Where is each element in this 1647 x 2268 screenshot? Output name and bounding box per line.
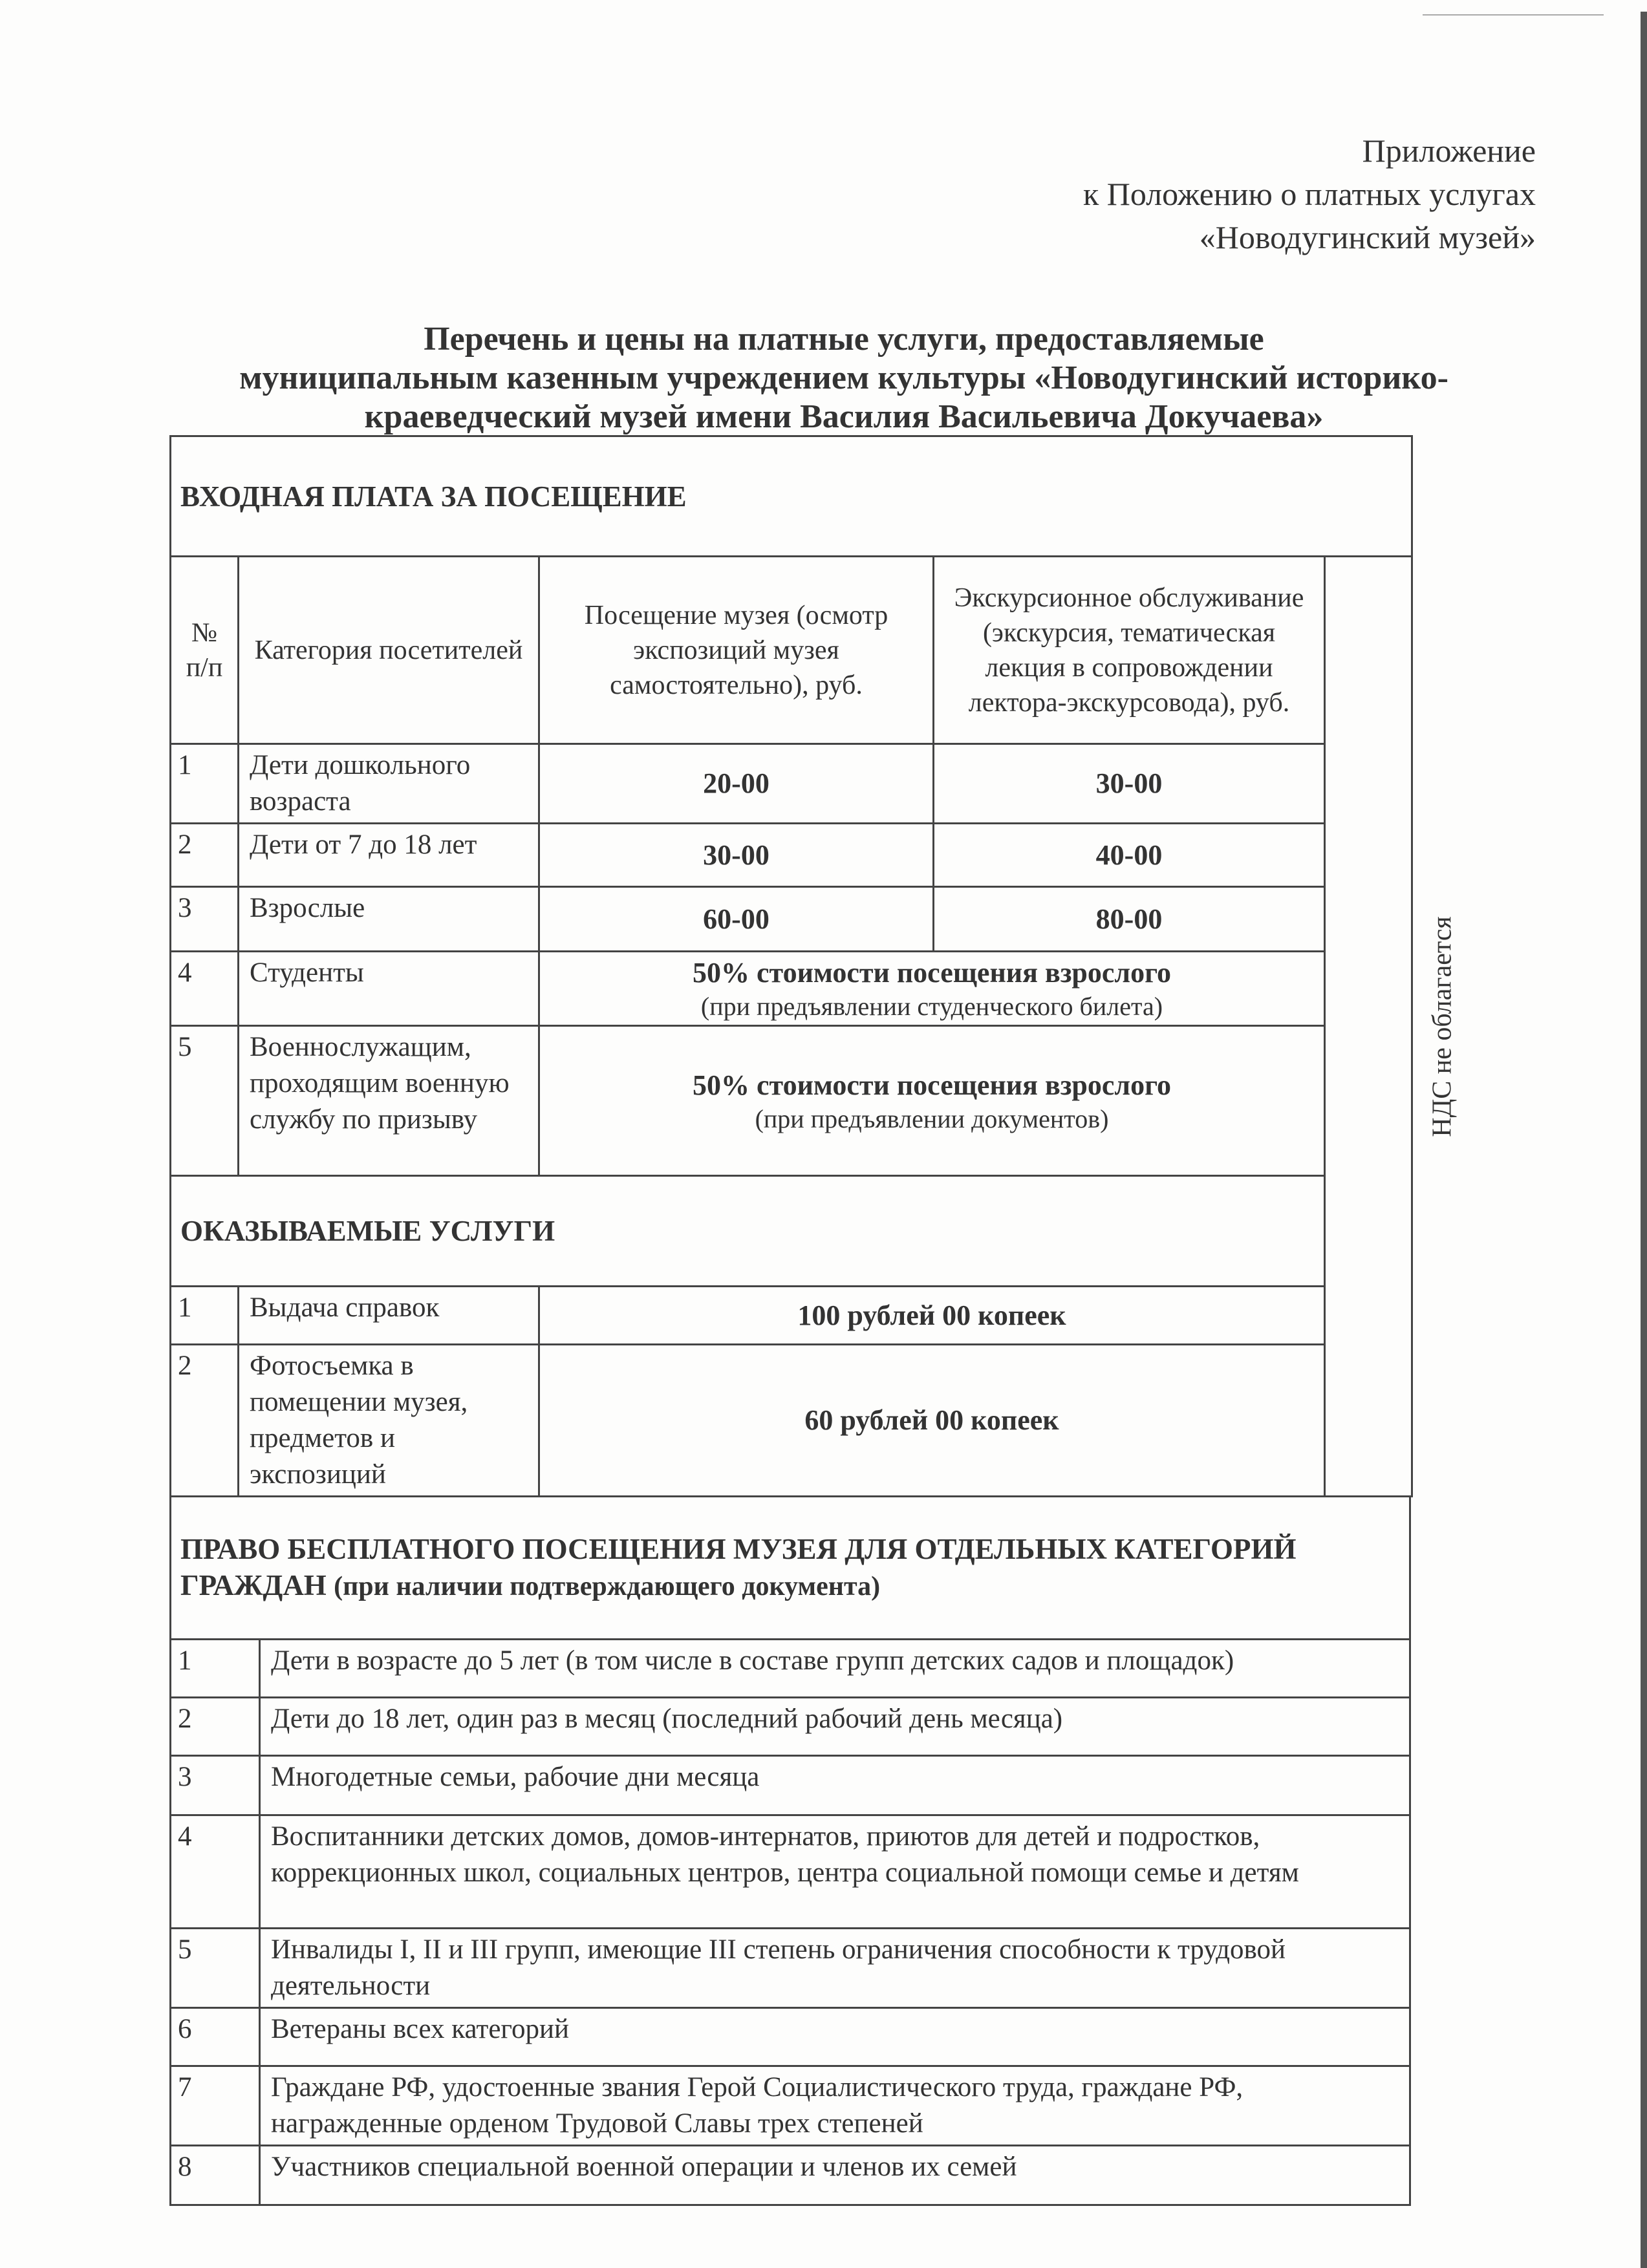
table-row bbox=[171, 744, 1412, 824]
table-row bbox=[171, 2008, 1410, 2066]
table-row bbox=[171, 887, 1412, 952]
free-num: 4 bbox=[171, 1815, 260, 1929]
row-category: Дети от 7 до 18 лет bbox=[239, 824, 539, 887]
header-category: Категория посетителей bbox=[239, 557, 539, 744]
table-row bbox=[171, 1756, 1410, 1815]
free-num: 5 bbox=[171, 1929, 260, 2008]
scan-artifact bbox=[1423, 14, 1604, 16]
document-title bbox=[149, 320, 1539, 436]
section-entrance-title: ВХОДНАЯ ПЛАТА ЗА ПОСЕЩЕНИЕ bbox=[171, 436, 1412, 557]
table-row bbox=[171, 1640, 1410, 1698]
header-self-visit: Посещение музея (осмотр экспозиций музея самостоятельно), руб. bbox=[539, 557, 934, 744]
free-category: Инвалиды I, II и III групп, имеющие III степень ограничения способности к трудовой деятельности bbox=[260, 1929, 1410, 2008]
table-row bbox=[171, 2146, 1410, 2205]
row-discount-price bbox=[539, 952, 1325, 1026]
free-category: Участников специальной военной операции и членов их семей bbox=[260, 2146, 1410, 2205]
row-num: 3 bbox=[171, 887, 239, 952]
free-num: 2 bbox=[171, 1698, 260, 1756]
service-num: 1 bbox=[171, 1287, 239, 1345]
free-title: ПРАВО БЕСПЛАТНОГО ПОСЕЩЕНИЯ МУЗЕЯ ДЛЯ ОТДЕЛЬНЫХ КАТЕГОРИЙ ГРАЖДАН bbox=[180, 1533, 1297, 1601]
discount-note: (при предъявлении документов) bbox=[755, 1104, 1109, 1133]
appendix-line-2: к Положению о платных услугах bbox=[1082, 176, 1536, 212]
service-name: Фотосъемка в помещении музея, предметов и экспозиций bbox=[239, 1345, 539, 1497]
title-line-3: краеведческий музей имени Василия Васильевича Докучаева» bbox=[364, 398, 1324, 435]
free-num: 8 bbox=[171, 2146, 260, 2205]
header-guided: Экскурсионное обслуживание (экскурсия, тематическая лекция в сопровождении лектора-экскурсовода), руб. bbox=[934, 557, 1325, 744]
free-category: Воспитанники детских домов, домов-интернатов, приютов для детей и подростков, коррекционных школ, социальных центров, центра социальной помощи семье и детям bbox=[260, 1815, 1410, 1929]
row-self-visit-price: 60-00 bbox=[539, 887, 934, 952]
table-row bbox=[171, 1345, 1412, 1497]
scan-edge bbox=[1641, 12, 1647, 2268]
row-self-visit-price: 20-00 bbox=[539, 744, 934, 824]
row-num: 4 bbox=[171, 952, 239, 1026]
free-category: Дети до 18 лет, один раз в месяц (последний рабочий день месяца) bbox=[260, 1698, 1410, 1756]
price-table bbox=[169, 435, 1458, 2206]
section-services-title: ОКАЗЫВАЕМЫЕ УСЛУГИ bbox=[171, 1176, 1325, 1287]
service-price: 60 рублей 00 копеек bbox=[539, 1345, 1325, 1497]
appendix-line-3: «Новодугинский музей» bbox=[1199, 219, 1536, 255]
free-category: Многодетные семьи, рабочие дни месяца bbox=[260, 1756, 1410, 1815]
table-row bbox=[171, 1929, 1410, 2008]
service-price: 100 рублей 00 копеек bbox=[539, 1287, 1325, 1345]
free-category: Граждане РФ, удостоенные звания Герой Социалистического труда, граждане РФ, награжденные орденом Трудовой Славы трех степеней bbox=[260, 2066, 1410, 2146]
table-row bbox=[171, 1815, 1410, 1929]
table-row bbox=[171, 1026, 1412, 1176]
discount-text: 50% стоимости посещения взрослого bbox=[693, 1069, 1171, 1101]
discount-note: (при предъявлении студенческого билета) bbox=[700, 992, 1163, 1021]
free-num: 3 bbox=[171, 1756, 260, 1815]
service-name: Выдача справок bbox=[239, 1287, 539, 1345]
free-num: 7 bbox=[171, 2066, 260, 2146]
row-num: 5 bbox=[171, 1026, 239, 1176]
free-subtitle: (при наличии подтверждающего документа) bbox=[334, 1572, 881, 1601]
row-category: Дети дошкольного возраста bbox=[239, 744, 539, 824]
row-category: Взрослые bbox=[239, 887, 539, 952]
row-guided-price: 40-00 bbox=[934, 824, 1325, 887]
free-category: Дети в возрасте до 5 лет (в том числе в составе групп детских садов и площадок) bbox=[260, 1640, 1410, 1698]
discount-text: 50% стоимости посещения взрослого bbox=[693, 957, 1171, 989]
appendix-note bbox=[1083, 129, 1536, 259]
service-num: 2 bbox=[171, 1345, 239, 1497]
row-guided-price: 80-00 bbox=[934, 887, 1325, 952]
table-row bbox=[171, 1287, 1412, 1345]
appendix-line-1: Приложение bbox=[1362, 133, 1536, 169]
row-discount-price bbox=[539, 1026, 1325, 1176]
row-category: Военнослужащим, проходящим военную службу по призыву bbox=[239, 1026, 539, 1176]
free-num: 6 bbox=[171, 2008, 260, 2066]
row-num: 2 bbox=[171, 824, 239, 887]
title-line-2: муниципальным казенным учреждением культуры «Новодугинский историко- bbox=[239, 359, 1448, 396]
vat-note-text: НДС не облагается bbox=[1427, 915, 1458, 1137]
row-num: 1 bbox=[171, 744, 239, 824]
table-row bbox=[171, 2066, 1410, 2146]
row-self-visit-price: 30-00 bbox=[539, 824, 934, 887]
row-category: Студенты bbox=[239, 952, 539, 1026]
table-row bbox=[171, 1698, 1410, 1756]
header-num: № п/п bbox=[171, 557, 239, 744]
section-free-title bbox=[171, 1497, 1410, 1640]
row-guided-price: 30-00 bbox=[934, 744, 1325, 824]
title-line-1: Перечень и цены на платные услуги, предоставляемые bbox=[424, 321, 1264, 358]
vat-note bbox=[1325, 557, 1458, 1497]
free-category: Ветераны всех категорий bbox=[260, 2008, 1410, 2066]
free-num: 1 bbox=[171, 1640, 260, 1698]
table-row bbox=[171, 824, 1412, 887]
table-row bbox=[171, 952, 1412, 1026]
